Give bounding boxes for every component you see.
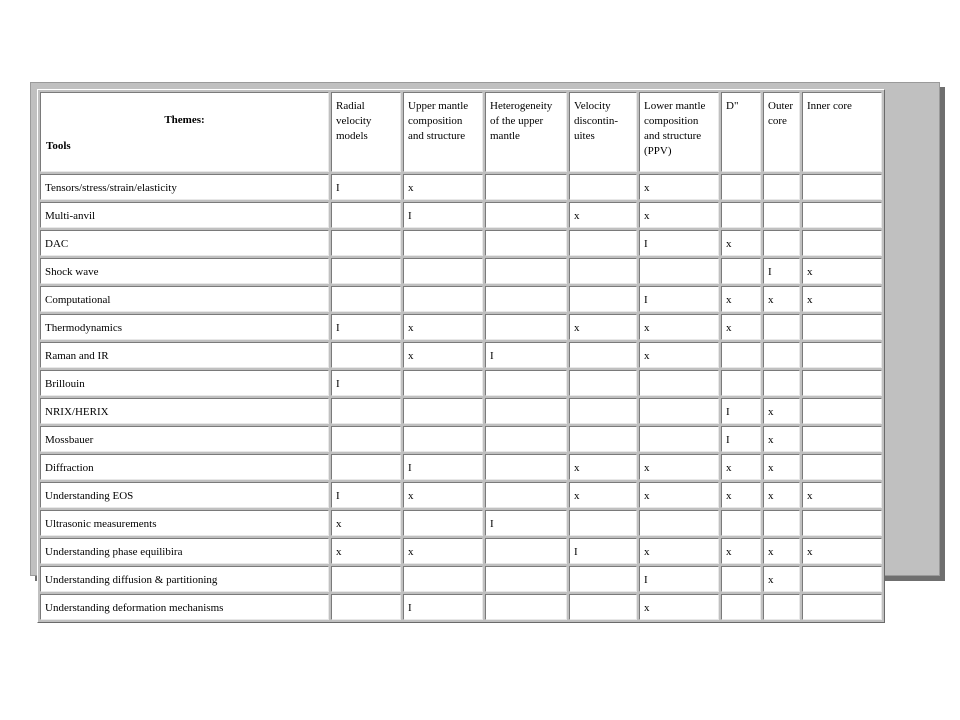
- theme-cell: x: [721, 230, 761, 256]
- theme-cell: [569, 566, 637, 592]
- theme-cell: x: [639, 482, 719, 508]
- theme-cell: x: [331, 538, 401, 564]
- theme-cell: [802, 426, 882, 452]
- theme-cell: I: [721, 426, 761, 452]
- theme-cell: [639, 258, 719, 284]
- theme-cell: [763, 510, 800, 536]
- theme-cell: [569, 370, 637, 396]
- tool-name-cell: Diffraction: [40, 454, 329, 480]
- table-row: [40, 174, 882, 200]
- theme-cell: [403, 510, 483, 536]
- theme-cell: x: [331, 510, 401, 536]
- theme-cell: x: [763, 398, 800, 424]
- theme-cell: [569, 342, 637, 368]
- theme-cell: [331, 258, 401, 284]
- theme-cell: [485, 398, 567, 424]
- theme-cell: [802, 454, 882, 480]
- theme-cell: x: [639, 174, 719, 200]
- theme-cell: [802, 594, 882, 620]
- theme-cell: [485, 286, 567, 312]
- theme-cell: I: [569, 538, 637, 564]
- theme-cell: [763, 370, 800, 396]
- theme-cell: [485, 230, 567, 256]
- theme-cell: [331, 286, 401, 312]
- theme-cell: [331, 398, 401, 424]
- tool-name-cell: Thermodynamics: [40, 314, 329, 340]
- theme-cell: x: [763, 454, 800, 480]
- theme-cell: I: [721, 398, 761, 424]
- theme-cell: [721, 258, 761, 284]
- theme-cell: [485, 538, 567, 564]
- theme-cell: [802, 202, 882, 228]
- table-row: [40, 510, 882, 536]
- tool-name-cell: NRIX/HERIX: [40, 398, 329, 424]
- theme-cell: x: [721, 454, 761, 480]
- theme-cell: [485, 482, 567, 508]
- theme-cell: [485, 566, 567, 592]
- tool-name-cell: Raman and IR: [40, 342, 329, 368]
- tool-name-cell: DAC: [40, 230, 329, 256]
- column-header: Heterogeneity of the upper mantle: [485, 92, 567, 172]
- theme-cell: [802, 510, 882, 536]
- column-header: D": [721, 92, 761, 172]
- theme-cell: [802, 398, 882, 424]
- theme-cell: [569, 258, 637, 284]
- theme-cell: x: [802, 286, 882, 312]
- tool-name-cell: Shock wave: [40, 258, 329, 284]
- theme-cell: [763, 230, 800, 256]
- theme-cell: x: [763, 538, 800, 564]
- theme-cell: x: [639, 454, 719, 480]
- theme-cell: [485, 594, 567, 620]
- theme-cell: I: [485, 342, 567, 368]
- theme-cell: [639, 510, 719, 536]
- theme-cell: [569, 426, 637, 452]
- theme-cell: I: [403, 594, 483, 620]
- table-row: [40, 202, 882, 228]
- theme-cell: I: [403, 454, 483, 480]
- corner-cell: [40, 92, 329, 172]
- tool-name-cell: Understanding phase equilibira: [40, 538, 329, 564]
- theme-cell: [763, 174, 800, 200]
- theme-cell: [485, 426, 567, 452]
- theme-cell: [763, 202, 800, 228]
- table-row: [40, 398, 882, 424]
- table-row: [40, 230, 882, 256]
- theme-cell: [331, 342, 401, 368]
- theme-cell: x: [802, 258, 882, 284]
- tools-label: Tools: [46, 140, 71, 152]
- table-body: [40, 174, 882, 620]
- table-row: [40, 482, 882, 508]
- theme-cell: x: [403, 314, 483, 340]
- theme-cell: x: [802, 482, 882, 508]
- theme-cell: x: [639, 342, 719, 368]
- header-row: [40, 92, 882, 172]
- theme-cell: [403, 398, 483, 424]
- theme-cell: [639, 426, 719, 452]
- theme-cell: [763, 342, 800, 368]
- theme-cell: x: [721, 314, 761, 340]
- theme-cell: [485, 202, 567, 228]
- tool-name-cell: Understanding deformation mechanisms: [40, 594, 329, 620]
- theme-cell: x: [639, 594, 719, 620]
- tool-name-cell: Computational: [40, 286, 329, 312]
- theme-cell: I: [331, 370, 401, 396]
- theme-cell: x: [763, 566, 800, 592]
- theme-cell: [802, 566, 882, 592]
- theme-cell: [331, 230, 401, 256]
- theme-cell: [721, 202, 761, 228]
- theme-cell: [569, 398, 637, 424]
- theme-cell: x: [639, 314, 719, 340]
- theme-cell: [721, 510, 761, 536]
- theme-cell: x: [763, 286, 800, 312]
- theme-cell: I: [331, 482, 401, 508]
- table-row: [40, 426, 882, 452]
- table-row: [40, 566, 882, 592]
- table-row: [40, 454, 882, 480]
- table-row: [40, 286, 882, 312]
- column-header: Lower mantle composition and structure (PPV): [639, 92, 719, 172]
- theme-cell: [569, 594, 637, 620]
- theme-cell: [721, 566, 761, 592]
- theme-cell: x: [403, 482, 483, 508]
- theme-cell: [403, 230, 483, 256]
- theme-cell: [403, 258, 483, 284]
- theme-cell: I: [403, 202, 483, 228]
- theme-cell: [403, 426, 483, 452]
- theme-cell: [485, 314, 567, 340]
- theme-cell: [721, 370, 761, 396]
- theme-cell: [721, 342, 761, 368]
- theme-cell: x: [569, 482, 637, 508]
- table-row: [40, 314, 882, 340]
- themes-label: Themes:: [164, 114, 205, 126]
- tool-name-cell: Brillouin: [40, 370, 329, 396]
- theme-cell: [331, 454, 401, 480]
- theme-cell: x: [639, 202, 719, 228]
- theme-cell: [485, 258, 567, 284]
- theme-cell: x: [403, 174, 483, 200]
- theme-cell: x: [403, 538, 483, 564]
- tool-name-cell: Tensors/stress/strain/elasticity: [40, 174, 329, 200]
- theme-cell: [639, 370, 719, 396]
- column-header: Radial velocity models: [331, 92, 401, 172]
- theme-cell: [802, 370, 882, 396]
- theme-cell: [721, 174, 761, 200]
- theme-cell: x: [403, 342, 483, 368]
- tool-name-cell: Understanding EOS: [40, 482, 329, 508]
- table-row: [40, 538, 882, 564]
- theme-cell: [569, 230, 637, 256]
- table-row: [40, 594, 882, 620]
- theme-cell: I: [639, 286, 719, 312]
- theme-cell: x: [639, 538, 719, 564]
- theme-cell: x: [721, 482, 761, 508]
- theme-cell: I: [639, 230, 719, 256]
- theme-cell: [802, 342, 882, 368]
- theme-cell: [331, 594, 401, 620]
- theme-cell: x: [569, 314, 637, 340]
- tool-name-cell: Understanding diffusion & partitioning: [40, 566, 329, 592]
- theme-cell: [485, 454, 567, 480]
- theme-cell: [802, 230, 882, 256]
- theme-cell: I: [639, 566, 719, 592]
- theme-cell: [331, 426, 401, 452]
- theme-cell: I: [485, 510, 567, 536]
- theme-cell: [485, 370, 567, 396]
- table-row: [40, 342, 882, 368]
- tool-name-cell: Ultrasonic measurements: [40, 510, 329, 536]
- theme-cell: x: [721, 286, 761, 312]
- theme-cell: [569, 286, 637, 312]
- tool-name-cell: Mossbauer: [40, 426, 329, 452]
- theme-cell: x: [802, 538, 882, 564]
- column-header: Outer core: [763, 92, 800, 172]
- theme-cell: [721, 594, 761, 620]
- theme-cell: I: [331, 174, 401, 200]
- theme-cell: x: [763, 482, 800, 508]
- theme-cell: [331, 566, 401, 592]
- theme-cell: [403, 566, 483, 592]
- theme-cell: I: [763, 258, 800, 284]
- theme-cell: [403, 370, 483, 396]
- column-header: Velocity discontin-uites: [569, 92, 637, 172]
- theme-cell: [763, 314, 800, 340]
- tool-name-cell: Multi-anvil: [40, 202, 329, 228]
- theme-cell: [331, 202, 401, 228]
- theme-cell: [485, 174, 567, 200]
- theme-cell: I: [331, 314, 401, 340]
- theme-cell: [569, 510, 637, 536]
- theme-cell: [802, 314, 882, 340]
- theme-cell: [403, 286, 483, 312]
- theme-cell: x: [721, 538, 761, 564]
- theme-cell: x: [569, 202, 637, 228]
- theme-cell: [569, 174, 637, 200]
- theme-cell: x: [569, 454, 637, 480]
- theme-cell: [763, 594, 800, 620]
- theme-cell: [802, 174, 882, 200]
- column-header: Inner core: [802, 92, 882, 172]
- table-row: [40, 370, 882, 396]
- themes-tools-table: [37, 89, 885, 623]
- theme-cell: [639, 398, 719, 424]
- theme-cell: x: [763, 426, 800, 452]
- column-header: Upper mantle composition and structure: [403, 92, 483, 172]
- table-row: [40, 258, 882, 284]
